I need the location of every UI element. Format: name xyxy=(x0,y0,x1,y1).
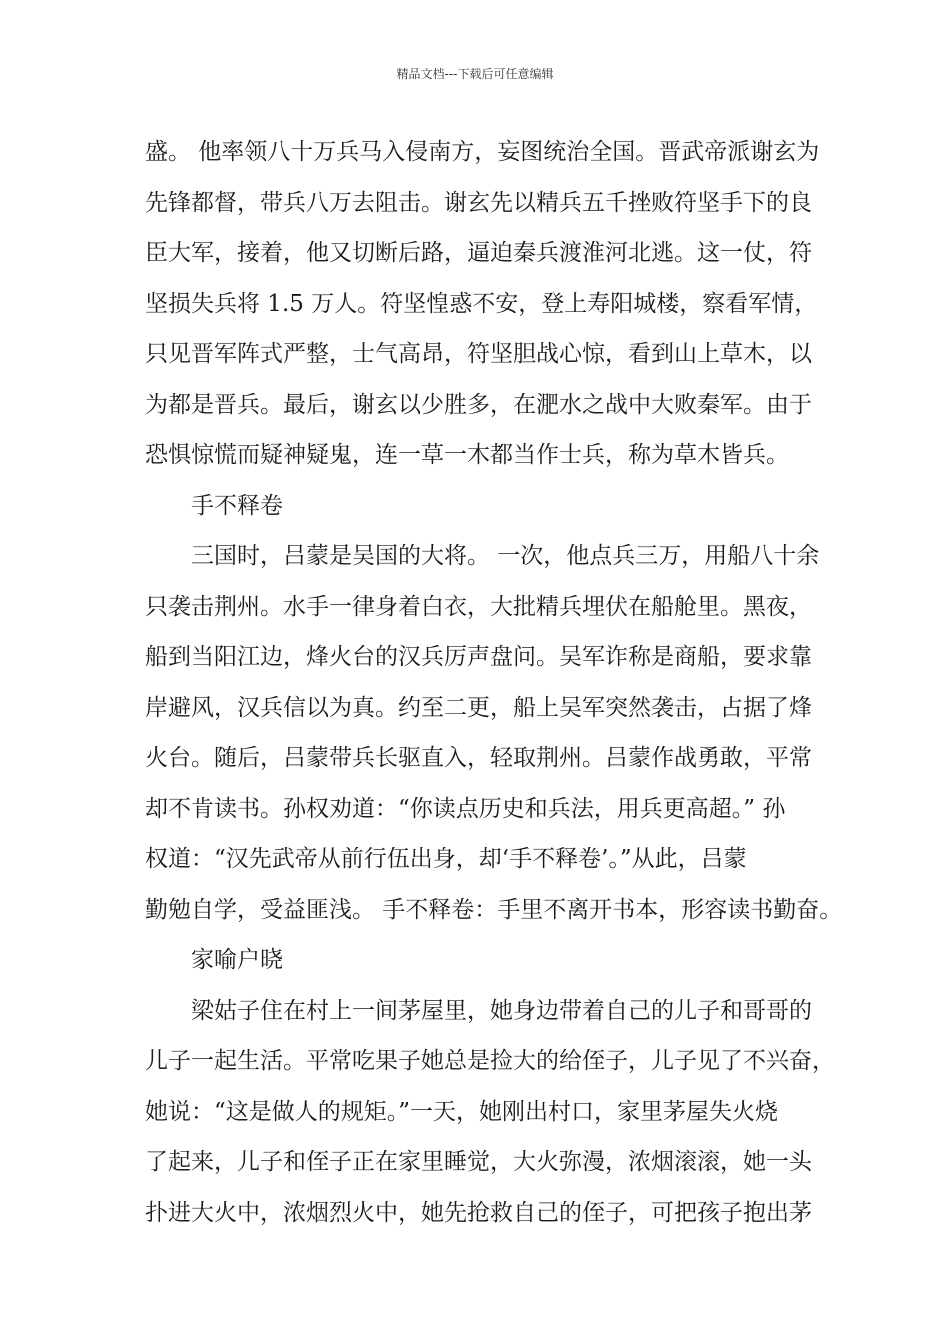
text-line: 船到当阳江边，烽火台的汉兵厉声盘问。吴军诈称是商船，要求靠 xyxy=(145,644,812,670)
text-line: 勤勉自学，受益匪浅。 手不释卷：手里不离开书本，形容读书勤奋。 xyxy=(145,896,843,923)
text-line: 先锋都督，带兵八万去阻击。谢玄先以精兵五千挫败符坚手下的良 xyxy=(145,189,812,216)
text-line: 为都是晋兵。最后，谢玄以少胜多，在淝水之战中大败秦军。由于 xyxy=(145,391,812,418)
text-line: 恐惧惊慌而疑神疑鬼，连一草一木都当作士兵，称为草木皆兵。 xyxy=(145,442,789,468)
section-title: 家喻户晓 xyxy=(191,947,283,973)
text-line: 坚损失兵将 1.5 万人。符坚惶惑不安，登上寿阳城楼，察看军情， xyxy=(145,290,818,317)
paragraph-start-line: 三国时，吕蒙是吴国的大将。 一次，他点兵三万，用船八十余 xyxy=(191,543,820,569)
text-line: 权道：“汉先武帝从前行伍出身，却‘手不释卷’。”从此，吕蒙 xyxy=(145,846,747,872)
text-line: 火台。随后，吕蒙带兵长驱直入，轻取荆州。吕蒙作战勇敢，平常 xyxy=(145,745,812,771)
text-line: 儿子一起生活。平常吃果子她总是捡大的给侄子，儿子见了不兴奋， xyxy=(145,1048,835,1074)
text-line: 只袭击荆州。水手一律身着白衣，大批精兵埋伏在船舱里。黑夜， xyxy=(145,593,812,620)
text-line: 却不肯读书。孙权劝道：“你读点历史和兵法，用兵更高超。” 孙 xyxy=(145,795,786,822)
text-line: 她说：“这是做人的规矩。”一天，她刚出村口，家里茅屋失火烧 xyxy=(145,1098,779,1125)
paragraph-start-line: 梁姑子住在村上一间茅屋里，她身边带着自己的儿子和哥哥的 xyxy=(191,997,812,1024)
text-line: 臣大军，接着，他又切断后路，逼迫秦兵渡淮河北逃。这一仗，符 xyxy=(145,240,812,266)
text-line: 岸避风，汉兵信以为真。约至二更，船上吴军突然袭击，占据了烽 xyxy=(145,694,812,721)
page-header: 精品文档---下载后可任意编辑 xyxy=(396,67,554,81)
document-body xyxy=(145,132,843,1243)
section-title: 手不释卷 xyxy=(191,492,283,519)
text-line: 了起来，儿子和侄子正在家里睡觉，大火弥漫，浓烟滚滚，她一头 xyxy=(145,1149,812,1175)
text-line: 扑进大火中，浓烟烈火中，她先抢救自己的侄子，可把孩子抱出茅 xyxy=(145,1199,812,1226)
text-line: 只见晋军阵式严整，士气高昂，符坚胆战心惊，看到山上草木，以 xyxy=(145,341,812,367)
text-line: 盛。 他率领八十万兵马入侵南方，妄图统治全国。晋武帝派谢玄为 xyxy=(145,139,820,165)
